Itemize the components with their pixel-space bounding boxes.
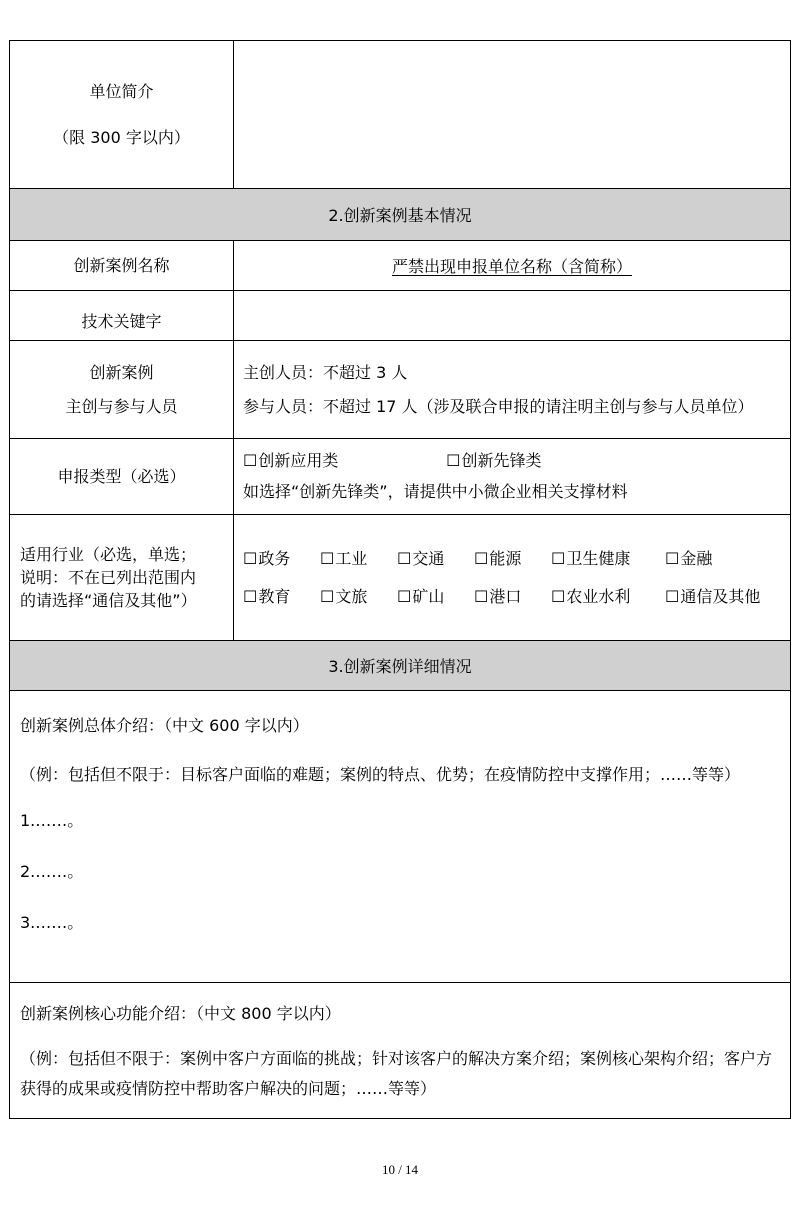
checkbox-icon: ☐ [320,548,335,568]
industry-option[interactable] [243,540,320,578]
overview-heading: 创新案例总体介绍：（中文 600 字以内） [20,716,309,735]
industry-row [10,515,791,641]
core-row [10,983,791,1119]
application-form-table [9,40,791,1119]
intro-label-line1: 单位简介 [89,81,154,101]
members-label-line1: 创新案例 [89,362,154,382]
checkbox-icon: ☐ [474,586,489,606]
overview-row [10,691,791,983]
industry-option[interactable] [243,578,320,616]
industry-option-label: 农业水利 [566,586,631,606]
intro-label-cell [10,41,234,189]
industry-option-label: 通信及其他 [680,586,761,606]
industry-option[interactable] [320,540,397,578]
page-number: 10 / 14 [381,1162,419,1177]
core-example: （例：包括但不限于：案例中客户方面临的挑战；针对该客户的解决方案介绍；案例核心架构介绍；客户方获得的成果或疫情防控中帮助客户解决的问题；……等等） [20,1049,773,1098]
industry-option-label: 港口 [489,586,522,606]
members-label-line2: 主创与参与人员 [65,396,178,416]
keywords-label: 技术关键字 [10,291,234,341]
type-option-apply-label: 创新应用类 [258,451,339,471]
industry-option-label: 工业 [335,548,368,568]
members-row [10,341,791,439]
core-heading: 创新案例核心功能介绍：（中文 800 字以内） [20,1004,341,1023]
overview-cell[interactable] [10,691,791,983]
industry-option[interactable] [474,540,551,578]
case-name-value: 严禁出现申报单位名称（含简称） [391,257,632,276]
members-value-cell[interactable] [234,341,791,439]
industry-option[interactable] [474,578,551,616]
section3-header-row [10,641,791,691]
industry-options-row1 [243,540,790,578]
checkbox-icon: ☐ [446,451,461,471]
industry-label-line2: 说明：不在已列出范围内 [20,567,197,587]
type-note: 如选择“创新先锋类”，请提供中小微企业相关支撑材料 [243,481,628,501]
industry-option[interactable] [397,578,474,616]
section3-title: 3.创新案例详细情况 [10,641,791,691]
industry-option[interactable] [320,578,397,616]
industry-options-row2 [243,578,790,616]
industry-option[interactable] [397,540,474,578]
checkbox-icon: ☐ [320,586,335,606]
checkbox-icon: ☐ [243,451,258,471]
industry-option[interactable] [665,578,760,616]
type-option-pioneer[interactable] [446,451,541,470]
industry-option-label: 能源 [489,548,522,568]
keywords-value-cell[interactable] [234,291,791,341]
checkbox-icon: ☐ [665,548,680,568]
industry-label-cell [10,515,234,641]
checkbox-icon: ☐ [397,586,412,606]
overview-example: （例：包括但不限于：目标客户面临的难题；案例的特点、优势；在疫情防控中支撑作用；……等等） [20,765,741,784]
type-label: 申报类型（必选） [10,439,234,515]
type-value-cell [234,439,791,515]
type-row [10,439,791,515]
section2-header-row [10,189,791,241]
members-participants-text: 参与人员：不超过 17 人（涉及联合申报的请注明主创与参与人员单位） [243,396,754,416]
members-main-text: 主创人员：不超过 3 人 [243,363,408,383]
industry-label-line3: 的请选择“通信及其他”） [20,591,197,611]
type-option-apply[interactable] [243,446,441,476]
checkbox-icon: ☐ [397,548,412,568]
industry-option[interactable] [551,578,665,616]
type-option-pioneer-label: 创新先锋类 [461,451,542,471]
intro-value-cell[interactable] [234,41,791,189]
case-name-row [10,241,791,291]
checkbox-icon: ☐ [474,548,489,568]
industry-option-label: 金融 [680,548,713,568]
intro-label-line2: （限 300 字以内） [53,127,190,147]
checkbox-icon: ☐ [551,586,566,606]
case-name-value-cell[interactable] [234,241,791,291]
members-label-cell [10,341,234,439]
type-options [243,446,790,476]
industry-option-label: 矿山 [412,586,445,606]
checkbox-icon: ☐ [551,548,566,568]
industry-label-line1: 适用行业（必选，单选； [20,544,197,564]
industry-value-cell [234,515,791,641]
overview-item: 3.……。 [20,912,84,932]
section2-title: 2.创新案例基本情况 [10,189,791,241]
industry-option-label: 政务 [258,548,291,568]
core-cell[interactable] [10,983,791,1119]
industry-option-label: 教育 [258,586,291,606]
checkbox-icon: ☐ [243,586,258,606]
checkbox-icon: ☐ [665,586,680,606]
industry-option[interactable] [551,540,665,578]
checkbox-icon: ☐ [243,548,258,568]
case-name-label: 创新案例名称 [10,241,234,291]
industry-option-label: 卫生健康 [566,548,631,568]
industry-option-label: 交通 [412,548,445,568]
overview-item: 1.……。 [20,810,84,830]
keywords-row [10,291,791,341]
industry-option-label: 文旅 [335,586,368,606]
intro-row [10,41,791,189]
overview-item: 2.……。 [20,861,84,881]
industry-option[interactable] [665,540,712,578]
